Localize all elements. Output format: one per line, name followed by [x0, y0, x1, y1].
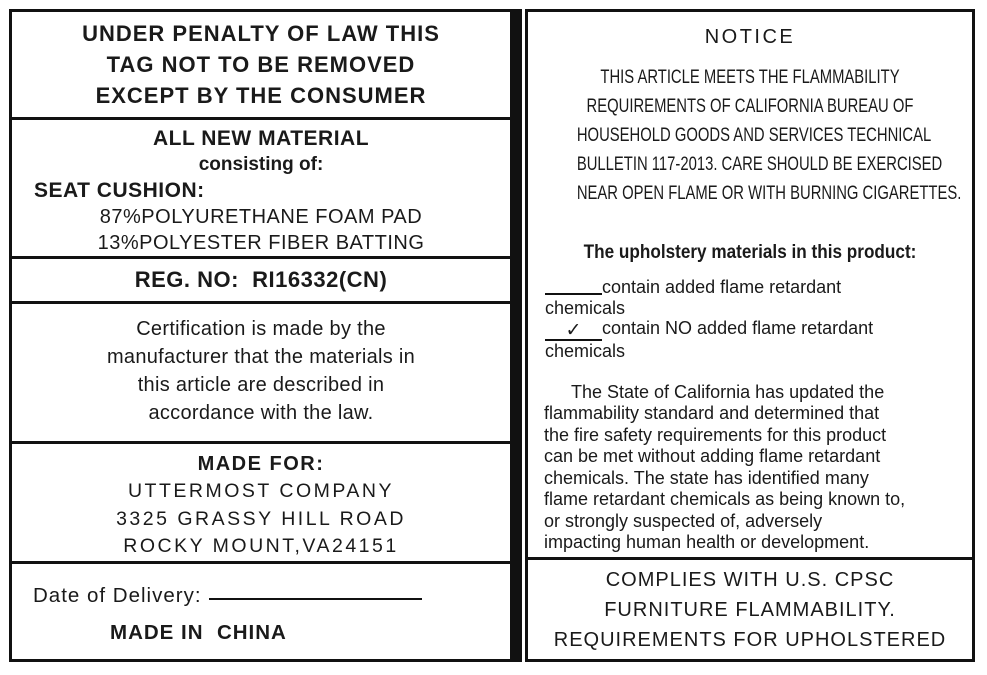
notice-section: [528, 12, 972, 557]
material-title: ALL NEW MATERIAL: [152, 127, 370, 150]
address-line-1: 3325 GRASSY HILL ROAD: [116, 507, 406, 530]
delivery-section: [12, 561, 510, 659]
upholstery-heading: The upholstery materials in this product:: [583, 241, 917, 263]
reg-no-text: REG. NO: RI16332(CN): [134, 267, 388, 292]
made-for-title: MADE FOR:: [197, 453, 325, 475]
state-line-2: flammability standard and determined that: [544, 403, 880, 423]
material-content-line-2: 13%POLYESTER FIBER BATTING: [97, 232, 425, 254]
option-no-added-text-wrap: chemicals: [545, 341, 626, 361]
material-section: [12, 117, 510, 256]
panel-divider-bar: [513, 9, 522, 662]
registration-section: [12, 256, 510, 301]
option-added-text-wrap: chemicals: [545, 297, 626, 318]
notice-title: NOTICE: [704, 26, 796, 48]
material-subtitle: consisting of:: [198, 154, 324, 175]
notice-line-1: THIS ARTICLE MEETS THE FLAMMABILITY: [600, 67, 900, 88]
compliance-section: [528, 557, 972, 659]
penalty-line-3: EXCEPT BY THE CONSUMER: [95, 83, 427, 108]
notice-line-2: REQUIREMENTS OF CALIFORNIA BUREAU OF: [586, 96, 914, 117]
state-line-8: impacting human health or development.: [544, 532, 870, 552]
check-mark: ✓: [545, 322, 602, 341]
option-contains-no-added: [545, 318, 972, 341]
state-line-5: chemicals. The state has identified many: [544, 467, 869, 488]
compliance-line-3: REQUIREMENTS FOR UPHOLSTERED: [553, 628, 947, 651]
state-line-4: can be met without adding flame retardant: [544, 446, 881, 466]
compliance-line-1: COMPLIES WITH U.S. CPSC: [605, 568, 895, 591]
state-line-7: or strongly suspected of, adversely: [544, 510, 823, 531]
company-name: UTTERMOST COMPANY: [127, 480, 395, 502]
penalty-warning-section: [12, 12, 510, 117]
certification-line-4: accordance with the law.: [148, 402, 374, 424]
address-line-2: ROCKY MOUNT,VA24151: [123, 535, 399, 557]
option-added-text: contain added flame retardant: [602, 277, 842, 297]
state-line-1: The State of California has updated the: [571, 381, 885, 402]
notice-line-5: NEAR OPEN FLAME OR WITH BURNING CIGARETTES.: [576, 183, 962, 204]
state-line-6: flame retardant chemicals as being known to,: [544, 489, 906, 509]
made-in-china-label: MADE IN CHINA: [110, 621, 287, 644]
notice-line-3: HOUSEHOLD GOODS AND SERVICES TECHNICAL: [576, 125, 932, 146]
option-contains-added: [545, 276, 972, 298]
penalty-line-2: TAG NOT TO BE REMOVED: [106, 52, 416, 77]
state-line-3: the fire safety requirements for this product: [544, 424, 887, 445]
date-blank-line: [209, 594, 422, 600]
certification-line-3: this article are described in: [137, 374, 385, 396]
material-component-label: SEAT CUSHION:: [34, 179, 205, 202]
option-no-added-text: contain NO added flame retardant: [602, 318, 874, 338]
date-of-delivery-label: Date of Delivery:: [33, 584, 202, 607]
notice-paragraph: [576, 63, 962, 208]
certification-line-2: manufacturer that the materials in: [106, 346, 416, 368]
certification-line-1: Certification is made by the: [136, 318, 386, 340]
state-update-paragraph: [528, 382, 972, 554]
flame-retardant-options: [528, 276, 972, 362]
notice-line-4: BULLETIN 117-2013. CARE SHOULD BE EXERCISED: [576, 154, 943, 175]
left-panel: [9, 9, 513, 662]
material-content-line-1: 87%POLYURETHANE FOAM PAD: [99, 206, 423, 228]
penalty-line-1: UNDER PENALTY OF LAW THIS: [82, 21, 440, 46]
option-added-blank-line: [545, 276, 602, 295]
compliance-line-2: FURNITURE FLAMMABILITY.: [604, 598, 896, 621]
made-for-section: [12, 441, 510, 561]
right-panel: [525, 9, 975, 662]
certification-section: [12, 301, 510, 441]
